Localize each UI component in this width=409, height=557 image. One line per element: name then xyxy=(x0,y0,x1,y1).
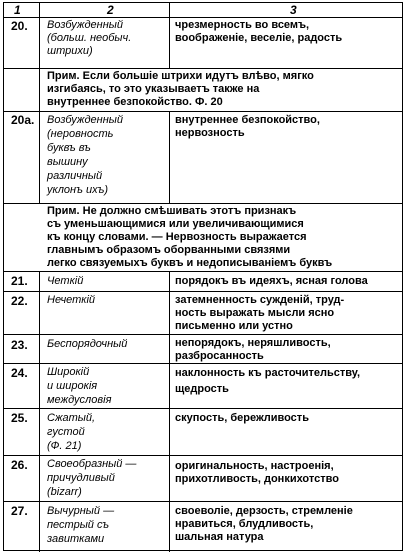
row-number: 25. xyxy=(11,411,28,425)
row-divider xyxy=(4,408,402,409)
row-divider xyxy=(4,111,402,112)
row-meaning: ность выражать мысли ясно xyxy=(175,307,335,319)
row-term: Нечеткій xyxy=(47,294,96,306)
row-meaning: чрезмерность во всемъ, xyxy=(175,19,310,31)
note-text: внутреннее безпокойство. Ф. 20 xyxy=(47,96,223,108)
row-term: и широкія xyxy=(47,380,98,392)
column-header-2: 2 xyxy=(107,3,114,17)
note-text: Прим. Не должно смѣшивать этотъ признакъ xyxy=(47,205,297,217)
row-meaning: внутреннее безпокойство, xyxy=(175,114,320,126)
row-term: междусловія xyxy=(47,394,112,406)
row-number: 26. xyxy=(11,458,28,472)
row-divider xyxy=(4,501,402,502)
column-divider xyxy=(169,111,170,203)
note-text: къ концу словами. — Нервозность выражается xyxy=(47,231,307,243)
row-term: (bizarr) xyxy=(47,486,82,498)
row-term: завитками xyxy=(47,533,105,545)
row-term: Сжатый, xyxy=(47,412,96,424)
row-meaning: шальная натура xyxy=(175,531,264,543)
note-text: Прим. Если большіе штрихи идутъ влѣво, мягко xyxy=(47,70,314,82)
row-number: 23. xyxy=(11,338,28,352)
row-divider xyxy=(4,455,402,456)
row-meaning: письменно или устно xyxy=(175,320,293,332)
column-divider xyxy=(169,271,170,552)
row-term: Возбужденный xyxy=(47,114,123,126)
row-term: Беспорядочный xyxy=(47,338,128,350)
row-divider xyxy=(4,363,402,364)
row-meaning: нервозность xyxy=(175,127,245,139)
row-term: Возбужденный xyxy=(47,19,123,31)
row-term: Своеобразный — xyxy=(47,458,137,470)
row-meaning: скупость, бережливость xyxy=(175,412,309,424)
row-term: густой xyxy=(47,426,85,438)
row-number: 22. xyxy=(11,294,28,308)
row-term: (неровность xyxy=(47,128,114,140)
row-number: 21. xyxy=(11,274,28,288)
column-divider xyxy=(39,271,40,552)
note-text: изгибаясь, то это указываетъ также на xyxy=(47,83,260,95)
row-meaning: щедрость xyxy=(175,383,229,395)
row-number: 20. xyxy=(11,19,28,33)
row-term: (Ф. 21) xyxy=(47,440,82,452)
row-divider xyxy=(4,291,402,292)
row-term: (больш. необыч. xyxy=(47,32,132,44)
note-text: съ уменьшающимися или увеличивающимися xyxy=(47,218,304,230)
column-header-1: 1 xyxy=(14,3,21,17)
content-table xyxy=(3,2,403,551)
row-meaning: наклонность къ расточительству, xyxy=(175,367,361,379)
row-term: Четкій xyxy=(47,275,84,287)
column-divider xyxy=(39,3,40,203)
row-meaning: разбросанность xyxy=(175,350,264,362)
row-meaning: непорядокъ, неряшливость, xyxy=(175,337,331,349)
row-meaning: прихотливость, донкихотство xyxy=(175,473,339,485)
row-divider xyxy=(4,17,402,18)
note-text: главнымъ образомъ оборванными связями xyxy=(47,244,291,256)
row-meaning: порядокъ въ идеяхъ, ясная голова xyxy=(175,275,368,287)
row-meaning: оригинальность, настроенія, xyxy=(175,460,334,472)
row-divider xyxy=(4,334,402,335)
note-text: легко связуемыхъ буквъ и недописываніемъ буквъ xyxy=(47,257,333,269)
row-meaning: воображеніе, веселіе, радость xyxy=(175,32,343,44)
row-meaning: своеволіе, дерзость, стремленіе xyxy=(175,505,353,517)
row-divider xyxy=(4,271,402,272)
row-term: вышину xyxy=(47,156,88,168)
row-meaning: нравиться, блудливость, xyxy=(175,518,314,530)
row-term: Широкій xyxy=(47,366,90,378)
row-term: причудливый xyxy=(47,472,115,484)
row-divider xyxy=(4,68,402,69)
row-term: буквъ въ xyxy=(47,142,91,154)
row-number: 24. xyxy=(11,366,28,380)
row-meaning: затемненность сужденій, труд- xyxy=(175,294,345,306)
row-term: пестрый съ xyxy=(47,519,110,531)
row-term: штрихи) xyxy=(47,45,93,57)
row-number: 20а. xyxy=(11,113,35,127)
column-header-3: 3 xyxy=(290,3,297,17)
row-term: уклонъ ихъ) xyxy=(47,184,109,196)
row-term: различный xyxy=(47,170,103,182)
column-divider xyxy=(169,3,170,68)
row-number: 27. xyxy=(11,504,28,518)
row-divider xyxy=(4,203,402,204)
row-term: Вычурный — xyxy=(47,505,115,517)
